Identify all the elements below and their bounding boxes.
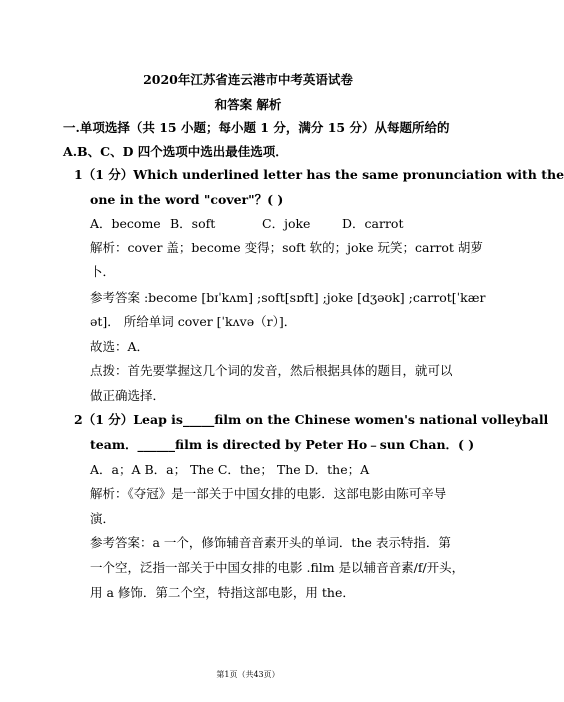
q1-analysis-line2: 卜． (90, 264, 116, 279)
section-instruction-line2: A.B、C、D 四个选项中选出最佳选项． (63, 144, 288, 159)
q2-analysis-line2: 演． (90, 511, 116, 526)
q1-tip-line1: 点拨：首先要掌握这几个词的发音，然后根据具体的题目，就可以 (90, 363, 453, 378)
q2-answer-line3: 用 a 修饰．第二个空，特指这部电影，用 the． (90, 585, 355, 600)
q1-choice: 故选：A． (90, 339, 150, 354)
document-title: 2020年江苏省连云港市中考英语试卷 (143, 72, 353, 87)
q1-option-c: C．joke (262, 216, 311, 231)
q2-answer-line1: 参考答案：a 一个，修饰辅音音素开头的单词．the 表示特指．第 (90, 535, 451, 550)
q1-stem-line2: one in the word "cover"？( ) (90, 192, 284, 207)
section-instruction-line1: 一.单项选择（共 15 小题；每小题 1 分，满分 15 分）从每题所给的 (63, 120, 450, 135)
q2-stem-line1: 2（1 分）Leap is_____film on the Chinese women's national volleyball (74, 412, 549, 427)
q1-tip-line2: 做正确选择． (90, 388, 166, 403)
q1-stem-line1: 1（1 分）Which underlined letter has the same pronunciation with the (74, 167, 564, 182)
q2-options: A．a；A B．a； The C．the； The D．the；A (90, 462, 370, 477)
q2-analysis-line1: 解析：《夺冠》是一部关于中国女排的电影．这部电影由陈可辛导 (90, 486, 447, 501)
q2-stem-line2: team．______film is directed by Peter Ho﹣sun Chan．( ) (90, 437, 475, 452)
q1-answer-line1: 参考答案 :become [bɪˈkʌm] ;soft[sɒft] ;joke [dʒəʊk] ;carrot[ˈkær (90, 290, 486, 305)
document-subtitle: 和答案 解析 (214, 97, 282, 112)
q2-answer-line2: 一个空，泛指一部关于中国女排的电影 .film 是以辅音音素/f/开头， (90, 560, 465, 575)
q1-option-a: A．become (90, 216, 161, 231)
q1-answer-line2: ət]． 所给单词 cover [ˈkʌvə（r）]． (90, 314, 297, 329)
q1-analysis-line1: 解析：cover 盖；become 变得；soft 软的；joke 玩笑；carrot 胡萝 (90, 240, 483, 255)
q1-option-b: B．soft (170, 216, 216, 231)
q1-option-d: D．carrot (342, 216, 404, 231)
page-footer: 第1页（共43页） (216, 670, 280, 679)
